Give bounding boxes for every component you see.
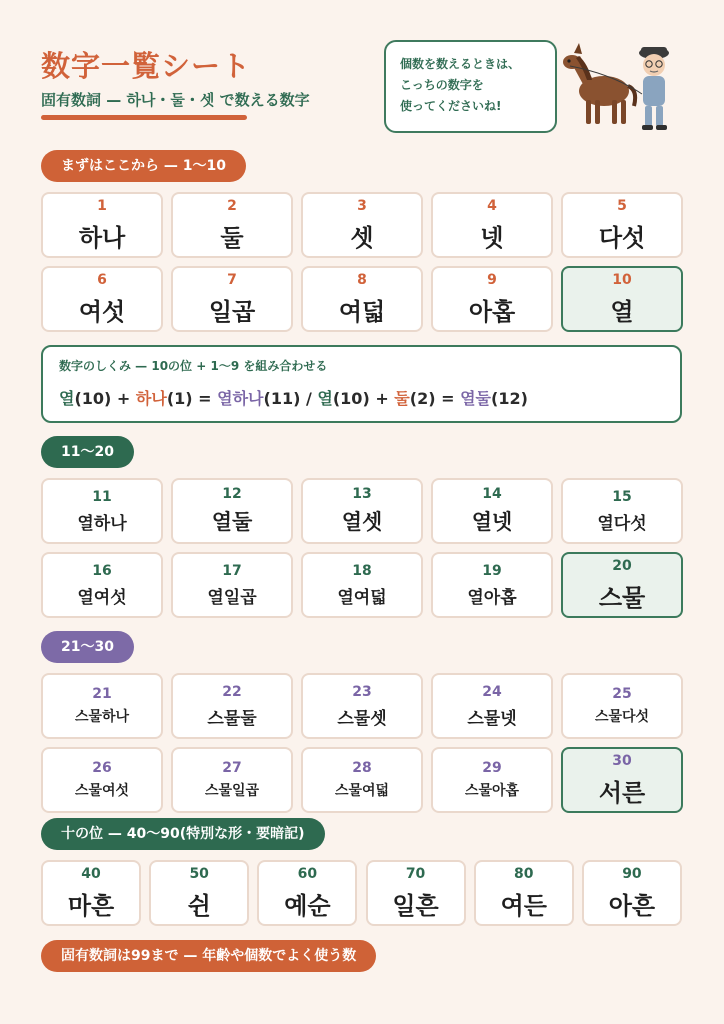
- card-word: 스물일곱: [204, 783, 260, 799]
- card-number: 40: [81, 865, 101, 882]
- grid-21-30: [41, 673, 683, 813]
- number-card: [431, 673, 553, 739]
- card-word: 하나: [78, 223, 126, 252]
- card-number: 12: [222, 486, 242, 502]
- card-word: 열둘: [211, 510, 253, 534]
- formula-separator: /: [300, 389, 318, 408]
- card-word: 넷: [480, 223, 504, 252]
- grid-tens: [41, 860, 682, 926]
- card-number: 29: [482, 760, 502, 776]
- section-label-11-20: 11〜20: [41, 436, 134, 468]
- rule-box: [41, 345, 682, 423]
- card-number: 30: [612, 752, 632, 769]
- card-number: 25: [612, 686, 632, 702]
- formula-part: 하나: [135, 389, 167, 408]
- footer-note: 固有数詞は99まで — 年齢や個数でよく使う数: [41, 940, 376, 972]
- formula-part: (10) +: [332, 389, 395, 408]
- rule-heading: 数字のしくみ — 10の位 + 1〜9 を組み合わせる: [59, 359, 328, 373]
- number-card: [431, 747, 553, 813]
- number-card: [41, 747, 163, 813]
- card-number: 11: [92, 488, 112, 505]
- card-word: 일흔: [392, 891, 439, 920]
- card-word: 스물둘: [207, 708, 257, 729]
- number-card: [582, 860, 682, 926]
- number-card: [561, 192, 683, 258]
- number-card-highlight: [561, 266, 683, 332]
- number-card: [171, 266, 293, 332]
- card-number: 90: [622, 865, 642, 882]
- card-word: 여덟: [338, 297, 386, 326]
- number-card: [431, 266, 553, 332]
- card-word: 스물셋: [337, 708, 387, 729]
- card-word: 스물하나: [74, 709, 130, 725]
- conductor-illustration-icon: [639, 47, 669, 130]
- card-number: 22: [222, 683, 242, 700]
- number-card: [257, 860, 357, 926]
- card-word: 여든: [500, 891, 547, 920]
- card-number: 9: [487, 271, 497, 288]
- title-underline: [41, 115, 247, 120]
- card-word: 열일곱: [207, 587, 257, 608]
- card-number: 50: [189, 865, 209, 882]
- number-card: [41, 552, 163, 618]
- card-word: 아홉: [468, 297, 516, 326]
- grid-11-20: [41, 478, 683, 618]
- number-card-highlight: [561, 552, 683, 618]
- card-word: 스물넷: [467, 708, 517, 729]
- card-word: 여섯: [78, 297, 126, 326]
- card-word: 열여덟: [337, 587, 387, 608]
- card-word: 열셋: [341, 510, 383, 534]
- card-number: 20: [612, 557, 632, 574]
- card-number: 5: [617, 197, 627, 214]
- formula-part: 열: [59, 389, 75, 408]
- card-number: 27: [222, 760, 242, 776]
- number-card: [171, 478, 293, 544]
- card-word: 셋: [350, 223, 374, 252]
- number-card: [301, 747, 423, 813]
- formula-part: (2) =: [409, 389, 461, 408]
- card-word: 쉰: [187, 891, 211, 920]
- number-card: [301, 673, 423, 739]
- card-number: 26: [92, 760, 112, 776]
- mascot-illustration: [562, 34, 692, 138]
- card-number: 15: [612, 488, 632, 505]
- card-number: 10: [612, 271, 632, 288]
- card-word: 스물여덟: [334, 783, 390, 799]
- number-card: [41, 860, 141, 926]
- bubble-line: こっちの数字を: [400, 78, 484, 92]
- page-title: 数字一覧シート: [41, 49, 252, 83]
- formula-part: (1) =: [166, 389, 218, 408]
- card-word: 열하나: [77, 513, 127, 534]
- card-number: 70: [405, 865, 426, 882]
- number-card: [41, 673, 163, 739]
- number-card: [366, 860, 466, 926]
- card-number: 24: [482, 683, 502, 700]
- page-subtitle: 固有数詞 — 하나・둘・셋 で数える数字: [41, 91, 310, 109]
- number-card: [41, 192, 163, 258]
- card-word: 예순: [284, 891, 331, 920]
- number-card: [431, 478, 553, 544]
- number-card: [561, 673, 683, 739]
- card-word: 아흔: [608, 891, 656, 920]
- card-number: 28: [352, 760, 372, 776]
- number-card: [171, 552, 293, 618]
- card-number: 21: [92, 686, 112, 702]
- number-card: [301, 552, 423, 618]
- card-number: 16: [92, 562, 112, 579]
- number-card: [41, 266, 163, 332]
- section-label-21-30: 21〜30: [41, 631, 134, 663]
- card-number: 17: [222, 562, 242, 579]
- number-card: [301, 266, 423, 332]
- formula-part: (12): [491, 389, 528, 408]
- section-label-tens: 十の位 — 40〜90(特別な形・要暗記): [41, 818, 325, 850]
- card-number: 19: [482, 562, 502, 579]
- card-word: 열여섯: [77, 587, 127, 608]
- card-number: 13: [352, 486, 372, 502]
- number-card: [171, 747, 293, 813]
- number-card: [431, 552, 553, 618]
- speech-bubble: [384, 40, 557, 133]
- number-card-highlight: [561, 747, 683, 813]
- number-card: [474, 860, 574, 926]
- card-number: 6: [97, 271, 107, 288]
- card-word: 일곱: [208, 297, 256, 326]
- card-number: 4: [487, 197, 497, 214]
- formula-part: (10) +: [74, 389, 136, 408]
- card-word: 서른: [598, 778, 646, 807]
- card-number: 14: [482, 486, 502, 502]
- formula-part: (11): [263, 389, 301, 408]
- card-number: 80: [514, 865, 534, 882]
- card-word: 열아홉: [467, 587, 517, 608]
- horse-illustration-icon: [563, 43, 642, 124]
- formula-part: 둘: [394, 389, 410, 408]
- card-word: 스물: [598, 583, 646, 612]
- section-label-1-10: まずはここから — 1〜10: [41, 150, 246, 182]
- rule-formula: [59, 386, 664, 409]
- card-word: 스물아홉: [464, 783, 520, 799]
- card-number: 23: [352, 683, 372, 700]
- bubble-line: 使ってくださいね!: [400, 99, 502, 113]
- number-card: [301, 192, 423, 258]
- card-number: 2: [227, 197, 237, 214]
- number-card: [561, 478, 683, 544]
- formula-part: 열: [317, 389, 333, 408]
- card-word: 둘: [220, 223, 244, 252]
- number-card: [171, 673, 293, 739]
- card-number: 18: [352, 562, 372, 579]
- card-number: 7: [227, 271, 237, 288]
- number-card: [41, 478, 163, 544]
- card-number: 3: [357, 197, 367, 214]
- bubble-line: 個数を数えるときは、: [400, 57, 521, 71]
- card-word: 열넷: [471, 510, 513, 534]
- card-word: 열: [610, 297, 634, 326]
- card-word: 마흔: [67, 891, 115, 920]
- number-card: [171, 192, 293, 258]
- number-card: [431, 192, 553, 258]
- card-number: 1: [97, 197, 107, 214]
- number-card: [301, 478, 423, 544]
- card-number: 8: [357, 271, 367, 288]
- number-card: [149, 860, 249, 926]
- card-word: 스물다섯: [594, 709, 650, 725]
- card-number: 60: [297, 865, 318, 882]
- formula-part: 열하나: [217, 389, 264, 408]
- card-word: 스물여섯: [74, 783, 130, 799]
- card-word: 다섯: [598, 223, 646, 252]
- grid-1-10: [41, 192, 683, 332]
- formula-part: 열둘: [460, 389, 491, 408]
- card-word: 열다섯: [597, 513, 647, 534]
